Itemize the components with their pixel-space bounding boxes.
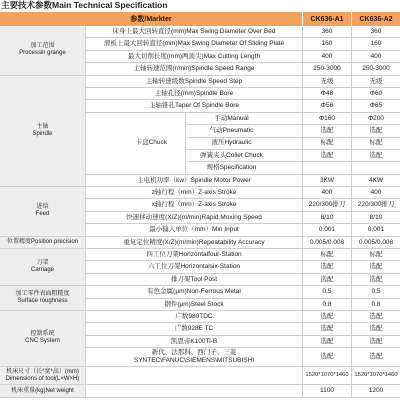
spec-value-a2: 360 (352, 26, 400, 38)
spec-param-en: SYNTEC\FANUC\SIEMENS\MITSUBISHI (133, 356, 255, 364)
chuck-sub-param: 气动Pneumatic (186, 125, 303, 137)
spec-param: 主轴转速范围(r/min)Spindle Speed Range (86, 63, 303, 75)
spec-param-zh: 新代、法那科、西门子、三菱 (151, 349, 237, 357)
spec-param: 排刀架Tool Post (86, 274, 303, 286)
spec-param: 最大切削长度(mm)两顶尖)Max Cutting Length (86, 51, 303, 63)
group-label-en: Feed (35, 211, 50, 218)
spec-value-a1: 选配 (303, 348, 352, 367)
group-label-en: Dimensions of tool(L×W×H) (5, 375, 80, 382)
group-label-zh: 机床尺寸（长*宽*高）(mm) (6, 368, 79, 375)
group-label-zh: 控制系统 (30, 331, 55, 338)
spec-param: 广数928E TC (86, 323, 303, 335)
spec-value-a1: 选配 (303, 323, 352, 335)
spec-param: 有色金属(μm)Non-Ferrous Metal (86, 286, 303, 298)
group-label-zh: 主轴 (36, 123, 49, 130)
spec-value-a1: 220/300排刀 (303, 199, 352, 211)
chuck-sub-param: 液压Hydraulic (186, 138, 303, 150)
spec-value-a1: 250-3000 (303, 63, 352, 75)
spec-param: 四工位刀架Horizontalfour-Station (86, 249, 303, 261)
spec-value-a2: 400 (352, 51, 400, 63)
spec-value-a1: 无级 (303, 76, 352, 88)
spec-value-a2: 0.5 (352, 286, 400, 298)
spec-value-a1: 选配 (303, 274, 352, 286)
spec-value-a1: 160 (303, 38, 352, 50)
spec-param: 滑板上最大回转直径(mm)Max Swing Diameter Of Sliding Plate (86, 38, 303, 50)
group-label-position (0, 237, 86, 249)
spec-param: 主电机功率（kw）Spindle Motor Power (86, 175, 303, 187)
spec-param: 快速移动速度(X/Z)(m/min)Rapid Moxing Speed (86, 212, 303, 224)
group-label-spindle (0, 76, 86, 188)
spec-value-a2: 220/300排刀 (352, 199, 400, 211)
spec-value-a1: 400 (303, 187, 352, 199)
group-label-processing (0, 26, 86, 76)
spec-value-a1: 400 (303, 51, 352, 63)
spec-value-a1: 0.001 (303, 224, 352, 236)
spec-value-a1: 8/10 (303, 212, 352, 224)
group-label-cnc (0, 311, 86, 367)
header-model-a1: CK636-A1 (303, 12, 352, 26)
group-label-weight (0, 385, 86, 397)
chuck-sub-param: 弹簧夹头Collet Chuck (186, 150, 303, 162)
spec-value-a2: Φ200 (352, 113, 400, 125)
group-label-zh: 加工零件表面粗糙度 (15, 291, 70, 298)
spec-param: 主轴锥孔Taper Of Spindle Bore (86, 100, 303, 112)
spec-value-a1: 选配 (303, 261, 352, 273)
spec-param: 凯恩帝K100Ti-B (86, 336, 303, 348)
spec-value-a1: 选配 (303, 311, 352, 323)
spec-value-a1: 选配 (303, 150, 352, 162)
spec-value-a2: 0.8 (352, 299, 400, 311)
spec-value-a2: Φ65 (352, 100, 400, 112)
spec-value-a1: Φ160 (303, 113, 352, 125)
spec-value-a2: 选配 (352, 323, 400, 335)
spec-param: 六工位刀架Horizontalsix-Station (86, 261, 303, 273)
spec-value-a1: Φ48 (303, 88, 352, 100)
spec-value-a1: 360 (303, 26, 352, 38)
spec-param (86, 348, 303, 367)
spec-value-a2: 1200 (352, 385, 400, 397)
spec-param-empty (86, 385, 303, 397)
page-title: 主要技术参数Main Technical Specification (1, 0, 168, 10)
spec-value-a2: 1520*1070*1460 (352, 367, 400, 386)
spec-param: z轴行程（mm）Z-axis Stroke (86, 187, 303, 199)
spec-value-a2: Φ60 (352, 88, 400, 100)
spec-value-a1: 标配 (303, 249, 352, 261)
spec-value-a1: 0.005/0.008 (303, 237, 352, 249)
spec-value-a2-empty (352, 162, 400, 174)
spec-value-a2: 0.005/0.008 (352, 237, 400, 249)
spec-value-a1: 选配 (303, 125, 352, 137)
spec-value-a2: 0.001 (352, 224, 400, 236)
spec-value-a2: 400 (352, 187, 400, 199)
spec-value-a2: 无级 (352, 76, 400, 88)
group-label-carriage (0, 249, 86, 286)
chuck-label: 卡盘Chuck (86, 113, 186, 175)
group-label-en: Carriage (30, 267, 54, 274)
spec-value-a1-empty (303, 162, 352, 174)
spec-value-a2: 选配 (352, 336, 400, 348)
spec-value-a1: 0.8 (303, 299, 352, 311)
group-label-zh: 刀架 (36, 260, 49, 267)
group-label-zh: 进给 (36, 204, 49, 211)
spec-value-a2: 选配 (352, 274, 400, 286)
header-model-a2: CK636-A2 (352, 12, 400, 26)
spec-value-a2: 选配 (352, 311, 400, 323)
group-label-zh: 加工范围 (30, 43, 55, 50)
spec-value-a2: 160 (352, 38, 400, 50)
spec-value-a1: 1520*1070*1460 (303, 367, 352, 386)
spec-value-a2: 选配 (352, 261, 400, 273)
chuck-sub-param: 手动Manual (186, 113, 303, 125)
spec-value-a2: 选配 (352, 348, 400, 367)
group-label-en: Processin grange (19, 50, 66, 57)
group-label-feed (0, 187, 86, 237)
spec-value-a1: Φ56 (303, 100, 352, 112)
spec-value-a2: 标配 (352, 138, 400, 150)
spec-param: 钢件(μm)Steel Stock (86, 299, 303, 311)
spec-param: 最小输入单位（mm）Min Input (86, 224, 303, 236)
spec-value-a2: 选配 (352, 125, 400, 137)
group-label-surface (0, 286, 86, 311)
chuck-sub-param: 规格Specification (186, 162, 303, 174)
group-label-text: 位置精度Position precision (6, 238, 79, 245)
spec-value-a2: 选配 (352, 150, 400, 162)
spec-value-a1: 选配 (303, 336, 352, 348)
group-label-en: CNC System (25, 338, 60, 345)
spec-param: 重复定位精度(X/Z)(m/min)Repeatability Accuracy (86, 237, 303, 249)
spec-value-a2: 8/10 (352, 212, 400, 224)
spec-value-a2: 250-3000 (352, 63, 400, 75)
spec-value-a2: 4KW (352, 175, 400, 187)
spec-value-a1: 1100 (303, 385, 352, 397)
spec-param: 主轴转速级数Spindle Speed Step (86, 76, 303, 88)
spec-param: x轴行程（mm）Z-axis Stroke (86, 199, 303, 211)
spec-param: 主轴孔径(mm)Spindle Bore (86, 88, 303, 100)
spec-param: 床身上最大回转直径(mm)Max Swing Diameter Over Bed (86, 26, 303, 38)
group-label-en: Surface roughness (17, 298, 68, 305)
header-param: 参数/Markter (0, 12, 303, 26)
spec-value-a1: 0.5 (303, 286, 352, 298)
group-label-text: 机床重量(kg)Net weight (11, 387, 74, 394)
group-label-en: Spindle (32, 130, 53, 137)
spec-value-a2: 标配 (352, 249, 400, 261)
spec-value-a1: 3KW (303, 175, 352, 187)
group-label-dimensions (0, 367, 86, 386)
spec-value-a1: 标配 (303, 138, 352, 150)
spec-param: 广数980TDC (86, 311, 303, 323)
spec-param-empty (86, 367, 303, 386)
